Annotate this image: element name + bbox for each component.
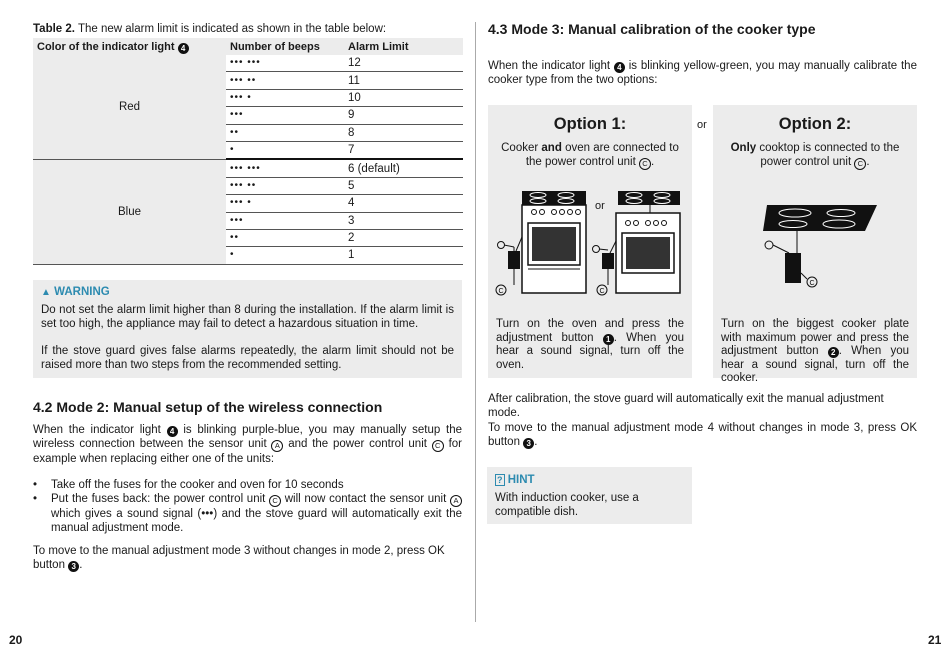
cooktop-illustration — [753, 203, 883, 293]
adjustment-button-badge: 1 — [603, 334, 614, 345]
table-caption-label: Table 2. — [33, 23, 75, 35]
table-header-row — [33, 38, 463, 55]
table-caption — [33, 22, 386, 36]
page-number-right: 21 — [928, 633, 942, 647]
page-number-left: 20 — [9, 633, 23, 647]
list-item: • Take off the fuses for the cooker and oven for 10 seconds — [33, 478, 462, 492]
section-4-2-outro: To move to the manual adjustment mode 3 without changes in mode 2, press OK button 3 . — [33, 545, 445, 571]
mode-4-text: To move to the manual adjustment mode 4 without changes in mode 3, press OK button 3 . — [488, 422, 917, 448]
header-beeps: Number of beeps — [226, 38, 344, 55]
power-control-symbol: C — [432, 440, 444, 452]
alarm-limit-cell: 6 (default) — [344, 159, 463, 177]
svg-text:C: C — [809, 280, 815, 287]
hint-text: With induction cooker, use a compatible dish. — [495, 492, 639, 518]
beeps-cell: • — [226, 247, 344, 264]
alarm-limit-cell: 2 — [344, 229, 463, 246]
alarm-limit-cell: 3 — [344, 212, 463, 229]
section-4-2-intro: When the indicator light 4 is blinking purple-blue, you may manually setup the wireless connection between the sensor unit A and the power control unit C for example when replacing either one of the units: — [33, 424, 462, 465]
option-2-box — [713, 105, 917, 384]
option-2-description: Only cooktop is connected to the power control unit C . — [730, 142, 900, 168]
warning-box — [33, 280, 462, 378]
alarm-limit-cell: 7 — [344, 141, 463, 159]
sensor-unit-symbol: A — [450, 495, 462, 507]
ok-button-badge: 3 — [523, 438, 534, 449]
table-row — [33, 159, 463, 177]
warning-triangle-icon: ▲ — [41, 287, 51, 298]
ok-button-badge: 3 — [68, 561, 79, 572]
after-calibration-text: After calibration, the stove guard will automatically exit the manual adjustment mode. — [488, 393, 884, 419]
section-4-2-heading: 4.2 Mode 2: Manual setup of the wireless connection — [33, 399, 383, 415]
power-control-symbol: C — [639, 158, 651, 170]
beeps-cell: ••• — [226, 107, 344, 124]
alarm-limit-cell: 1 — [344, 247, 463, 264]
option-1-title: Option 1: — [553, 115, 627, 133]
option-2-title: Option 2: — [778, 115, 852, 133]
fuse-steps-list — [33, 478, 462, 535]
alarm-limit-cell: 8 — [344, 124, 463, 141]
alarm-limit-cell: 9 — [344, 107, 463, 124]
warning-paragraph-2: If the stove guard gives false alarms repeatedly, the alarm limit should not be raised more than two steps from the recommended setting. — [41, 345, 454, 371]
alarm-limit-cell: 4 — [344, 195, 463, 212]
beeps-cell: •• — [226, 124, 344, 141]
header-limit: Alarm Limit — [344, 38, 463, 55]
option-1-description: Cooker and oven are connected to the power control unit C . — [501, 142, 679, 168]
svg-text:C: C — [599, 288, 605, 295]
option-2-instructions: Turn on the biggest cooker plate with maximum power and press the adjustment button 2 . When you hear a sound signal, turn off the cooker. — [721, 318, 910, 384]
page-divider — [475, 22, 476, 622]
section-4-3-intro: When the indicator light 4 is blinking yellow-green, you may manually calibrate the cooker type from the two options: — [488, 60, 917, 86]
table-row — [33, 55, 463, 72]
option-1-or-label: or — [595, 200, 605, 212]
beeps-cell: ••• ••• — [226, 159, 344, 177]
section-4-3-heading: 4.3 Mode 3: Manual calibration of the cooker type — [488, 21, 816, 37]
alarm-limit-table — [33, 38, 463, 265]
indicator-badge: 4 — [167, 426, 178, 437]
indicator-badge: 4 — [614, 62, 625, 73]
beeps-cell: ••• •• — [226, 177, 344, 194]
alarm-limit-cell: 11 — [344, 72, 463, 89]
list-item: • Put the fuses back: the power control unit C will now contact the sensor unit A which gives a sound signal (•••) and the stove guard will automatically exit the manual adjustment mode. — [33, 492, 462, 535]
beeps-cell: ••• ••• — [226, 55, 344, 72]
alarm-limit-cell: 10 — [344, 89, 463, 106]
beeps-cell: • — [226, 141, 344, 159]
hint-heading: ? HINT — [497, 474, 535, 486]
power-control-symbol: C — [269, 495, 281, 507]
beeps-cell: ••• — [226, 212, 344, 229]
option-1-instructions: Turn on the oven and press the adjustment button 1 . When you hear a sound signal, turn off the oven. — [496, 318, 685, 371]
cooker-oven-illustration — [492, 187, 688, 299]
indicator-color-cell: Red — [33, 55, 226, 159]
hint-icon: ? — [497, 475, 503, 485]
option-1-box — [488, 105, 692, 378]
alarm-limit-cell: 12 — [344, 55, 463, 72]
indicator-badge: 4 — [178, 43, 189, 54]
header-color: Color of the indicator light 4 — [33, 38, 226, 55]
beeps-cell: ••• • — [226, 195, 344, 212]
options-or-label: or — [697, 119, 707, 131]
alarm-limit-cell: 5 — [344, 177, 463, 194]
beeps-cell: ••• • — [226, 89, 344, 106]
warning-paragraph-1: Do not set the alarm limit higher than 8 during the installation. If the alarm limit is set too high, the appliance may fail to detect a hazardous situation in time. — [41, 304, 454, 330]
svg-text:C: C — [498, 288, 504, 295]
warning-heading: ▲ WARNING — [41, 286, 110, 298]
power-control-symbol: C — [854, 158, 866, 170]
sensor-unit-symbol: A — [271, 440, 283, 452]
indicator-color-cell: Blue — [33, 159, 226, 264]
beeps-cell: ••• •• — [226, 72, 344, 89]
hint-box — [487, 467, 692, 524]
adjustment-button-badge: 2 — [828, 347, 839, 358]
table-caption-text: The new alarm limit is indicated as shown in the table below: — [77, 23, 387, 35]
beeps-cell: •• — [226, 229, 344, 246]
